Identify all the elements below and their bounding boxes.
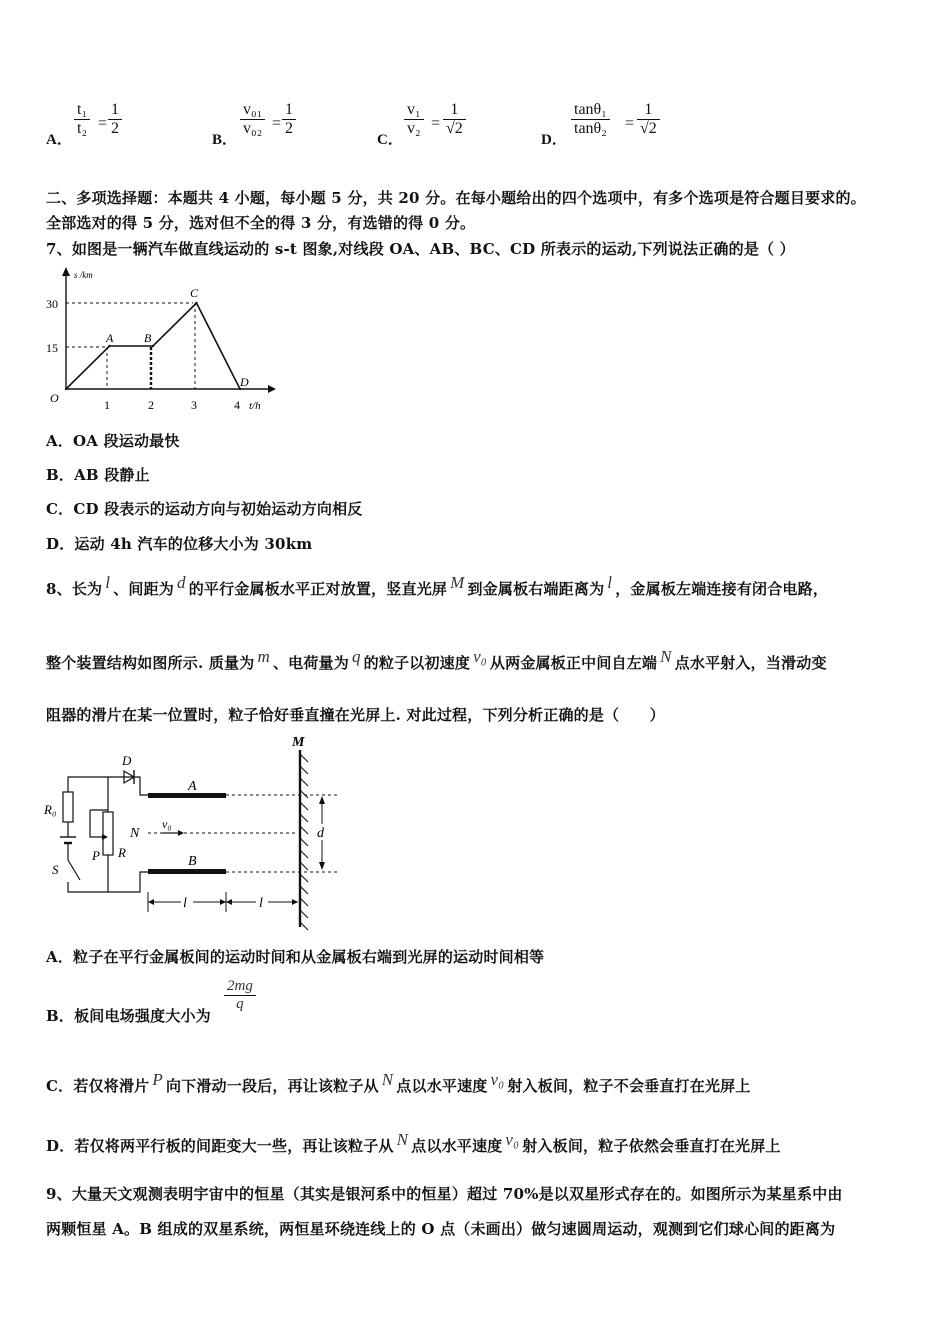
q8-line1: 8、长为 l 、间距为 d 的平行金属板水平正对放置，竖直光屏 M 到金属板右端距离为 l ，金属板左端连接有闭合电路，: [46, 573, 829, 598]
plate-b: [148, 869, 226, 874]
q8-option-a: A．粒子在平行金属板间的运动时间和从金属板右端到光屏的运动时间相等: [46, 948, 545, 966]
q6-option-b-rhs: $\frac{1}{2}$: [282, 101, 296, 138]
q6-option-b-lhs: $\frac{\text{v₀₁}}{\text{v₀₂}}$: [240, 101, 265, 138]
label-r: R: [118, 845, 126, 860]
q8-line2: 整个装置结构如图所示. 质量为 m 、电荷量为 q 的粒子以初速度 v₀ 从两金属板正中间自左端 N 点水平射入，当滑动变: [46, 647, 827, 672]
st-point-b: [152, 345, 154, 347]
q7-st-graph: [40, 262, 280, 417]
label-a: A: [188, 779, 197, 794]
label-m: M: [292, 735, 305, 750]
st-point-c: [195, 302, 197, 304]
q6-option-a-rhs: $\frac{1}{2}$: [108, 101, 122, 138]
q6-option-a-equals: =: [98, 115, 108, 132]
point-label-b: B: [144, 331, 152, 345]
q8-circuit-diagram: [40, 732, 350, 932]
q6-option-a-label: A．: [46, 132, 72, 148]
q8-option-b-fraction: $\frac{2mg}{q}$: [224, 978, 256, 1013]
q9-line1: 9、大量天文观测表明宇宙中的恒星（其实是银河系中的恒星）超过 70%是以双星形式存在的。如图所示为某星系中由: [46, 1185, 843, 1203]
l1-arrow-right-icon: [220, 899, 226, 905]
q7-option-c: C．CD 段表示的运动方向与初始运动方向相反: [46, 500, 363, 518]
q8-line3: 阻器的滑片在某一位置时，粒子恰好垂直撞在光屏上. 对此过程，下列分析正确的是（ ）: [46, 706, 665, 724]
q6-option-a-lhs: $\frac{\text{t₁}}{\text{t₂}}$: [74, 101, 90, 138]
section2-line1: 二、多项选择题：本题共 4 小题，每小题 5 分，共 20 分。在每小题给出的四个选项中，有多个选项是符合题目要求的。: [46, 189, 866, 207]
q7-option-b: B．AB 段静止: [46, 466, 150, 484]
label-l-1: l: [183, 896, 187, 911]
label-l-2: l: [259, 896, 263, 911]
label-diode: D: [122, 753, 132, 768]
q9-line2: 两颗恒星 A。B 组成的双星系统，两恒星环绕连线上的 O 点（未画出）做匀速圆周运动，观测到它们球心间的距离为: [46, 1220, 836, 1238]
q8-option-d: D．若仅将两平行板的间距变大一些，再让该粒子从 N 点以水平速度 v₀ 射入板间，粒子依然会垂直打在光屏上: [46, 1130, 781, 1155]
q6-option-c-equals: =: [431, 115, 441, 132]
origin-label: O: [50, 391, 59, 405]
q6-option-c-label: C．: [377, 132, 403, 148]
plate-a: [148, 793, 226, 798]
q6-option-c-rhs: $\frac{1}{√2}$: [443, 101, 466, 138]
q6-option-b-equals: =: [272, 115, 282, 132]
rheostat-r: [103, 812, 113, 855]
label-d: d: [317, 826, 324, 841]
label-n: N: [130, 826, 140, 841]
q7-option-a: A．OA 段运动最快: [46, 432, 180, 450]
x-tick-4: 4: [234, 398, 240, 412]
x-tick-1: 1: [104, 398, 110, 412]
q6-option-c-lhs: $\frac{\text{v₁}}{\text{v₂}}$: [404, 101, 424, 138]
x-axis-label: t/h: [249, 400, 261, 412]
q6-option-d-label: D．: [541, 132, 567, 148]
label-r0: R₀: [44, 802, 57, 817]
label-v0: v₀: [162, 817, 172, 831]
screen-hatching: [300, 754, 308, 930]
y-axis-label: s /km: [74, 270, 93, 280]
d-arrow-down-icon: [319, 862, 325, 870]
q8-option-b: B．板间电场强度大小为: [46, 1007, 211, 1025]
l2-arrow-left-icon: [226, 899, 232, 905]
q7-stem: 7、如图是一辆汽车做直线运动的 s-t 图象,对线段 OA、AB、BC、CD 所表示的运动,下列说法正确的是（ ）: [46, 240, 795, 258]
l1-arrow-left-icon: [148, 899, 154, 905]
point-label-a: A: [106, 331, 114, 345]
st-point-a: [108, 345, 110, 347]
section2-line2: 全部选对的得 5 分，选对但不全的得 3 分，有选错的得 0 分。: [46, 214, 476, 232]
resistor-r0: [63, 792, 73, 822]
v0-arrow-icon: [178, 830, 184, 836]
q7-option-d: D．运动 4h 汽车的位移大小为 30km: [46, 535, 313, 553]
y-tick-15: 15: [46, 341, 58, 355]
q6-option-b-label: B．: [212, 132, 238, 148]
x-tick-2: 2: [148, 398, 154, 412]
q6-option-d-lhs: $\frac{\text{tanθ₁}}{\text{tanθ₂}}$: [571, 101, 610, 138]
label-p: P: [92, 848, 100, 863]
point-label-c: C: [190, 286, 199, 300]
q6-option-d-rhs: $\frac{1}{√2}$: [637, 101, 660, 138]
l2-arrow-right-icon: [292, 899, 298, 905]
d-arrow-up-icon: [319, 796, 325, 804]
label-s: S: [52, 862, 59, 877]
x-axis-arrow-icon: [268, 385, 276, 393]
q6-option-d-equals: =: [625, 115, 635, 132]
switch-icon: [68, 860, 80, 880]
point-label-d: D: [240, 375, 249, 389]
q8-option-c: C．若仅将滑片 P 向下滑动一段后，再让该粒子从 N 点以水平速度 v₀ 射入板间，粒子不会垂直打在光屏上: [46, 1070, 751, 1095]
label-b: B: [188, 854, 197, 869]
y-tick-30: 30: [46, 297, 58, 311]
x-tick-3: 3: [191, 398, 197, 412]
y-axis-arrow-icon: [62, 267, 70, 276]
st-point-o: [65, 388, 67, 390]
